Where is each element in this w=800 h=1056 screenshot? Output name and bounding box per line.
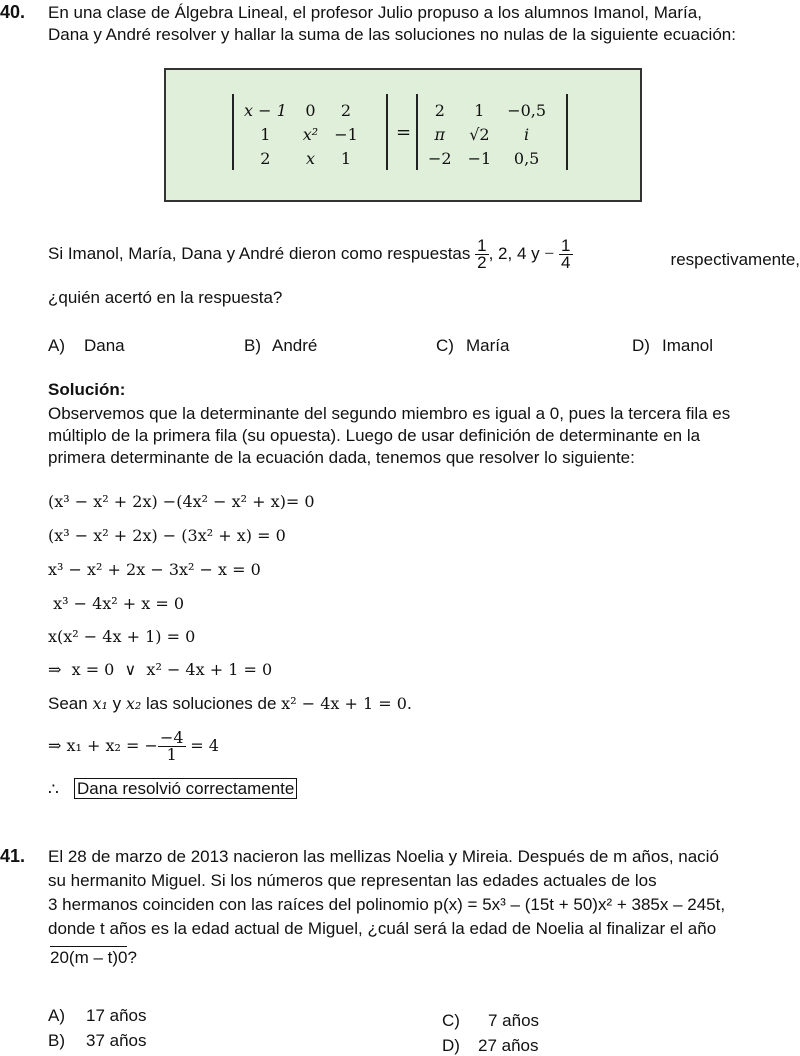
matrix-cell: −2 — [428, 148, 452, 168]
option-text[interactable]: André — [272, 336, 318, 355]
determinant-bar — [232, 94, 234, 170]
matrix-cell: 0,5 — [513, 148, 540, 168]
fraction-numerator: 1 — [561, 236, 571, 255]
sean-text: y — [112, 694, 122, 713]
matrix-cell: 1 — [260, 124, 271, 144]
math-step: x³ − x² + 2x − 3x² − x = 0 — [48, 560, 261, 579]
math-step: (x³ − x² + 2x) − (3x² + x) = 0 — [48, 526, 286, 545]
equation-box — [164, 68, 642, 202]
option-letter[interactable]: A) — [48, 336, 65, 355]
determinant-bar — [386, 94, 388, 170]
answers-line — [48, 238, 800, 271]
determinant-right — [420, 98, 554, 170]
math-symbol: x₂ — [125, 694, 142, 713]
question-statement-line: donde t años es la edad actual de Miguel, ¿cuál será la edad de Noelia al finalizar el año — [48, 919, 717, 938]
matrix-cell: 2 — [434, 100, 445, 120]
fraction-numerator: 1 — [477, 236, 487, 255]
fraction — [475, 238, 488, 271]
solution-text-line: múltiplo de la primera fila (su opuesta). Luego de usar definición de determinante en la — [48, 426, 701, 445]
matrix-cell: √2 — [469, 124, 490, 144]
matrix-cell: 2 — [260, 148, 271, 168]
math-expression: = 4 — [190, 735, 219, 755]
math-step: (x³ − x² + 2x) −(4x² − x² + x)= 0 — [48, 492, 315, 511]
option-text[interactable]: 17 años — [86, 1006, 147, 1025]
sean-line — [48, 694, 412, 714]
fraction-denominator: 2 — [477, 253, 487, 272]
fraction-denominator: 1 — [166, 745, 177, 764]
option-letter[interactable]: A) — [48, 1006, 65, 1025]
therefore-symbol: ∴ — [48, 780, 59, 799]
solution-text-line: Observemos que la determinante del segundo miembro es igual a 0, pues la tercera fila es — [48, 404, 731, 423]
option-text[interactable]: María — [466, 336, 510, 355]
matrix-cell: x − 1 — [244, 100, 287, 120]
option-text[interactable]: 37 años — [86, 1031, 147, 1050]
math-expression: ⇒ x₁ + x₂ = − — [48, 735, 158, 755]
sean-text: las soluciones de — [146, 694, 277, 713]
option-letter[interactable]: B) — [48, 1031, 65, 1050]
matrix-cell: −1 — [467, 148, 492, 168]
matrix-cell: x — [305, 148, 316, 168]
question-statement-line: Dana y André resolver y hallar la suma de las soluciones no nulas de la siguiente ecuación: — [48, 25, 736, 44]
question-statement-line: su hermanito Miguel. Si los números que representan las edades actuales de los — [48, 871, 657, 890]
minus-sign: − — [544, 243, 555, 263]
question-mark: ? — [127, 948, 137, 967]
sean-text: Sean — [48, 694, 88, 713]
sum-line — [48, 730, 219, 763]
option-text[interactable]: Dana — [84, 336, 125, 355]
question-statement-line: En una clase de Álgebra Lineal, el profesor Julio propuso a los alumnos Imanol, María, — [48, 3, 702, 22]
answers-text: Si Imanol, María, Dana y André dieron como respuestas — [48, 243, 471, 263]
option-letter[interactable]: B) — [244, 336, 261, 355]
question-statement-line: El 28 de marzo de 2013 nacieron las mellizas Noelia y Mireia. Después de m años, nació — [48, 847, 719, 866]
option-text[interactable]: 27 años — [478, 1036, 539, 1055]
matrix-cell: 1 — [474, 100, 485, 120]
solution-title: Solución: — [48, 380, 126, 399]
option-text[interactable]: 7 años — [488, 1011, 540, 1030]
matrix-cell: −1 — [334, 124, 358, 144]
matrix-cell: i — [524, 124, 530, 144]
option-letter[interactable]: C) — [436, 336, 454, 355]
math-equation: x² − 4x + 1 = 0. — [281, 694, 412, 713]
matrix-cell: 2 — [340, 100, 352, 120]
option-letter[interactable]: C) — [442, 1011, 460, 1030]
matrix-cell: 1 — [340, 148, 352, 168]
question-statement-line: 3 hermanos coinciden con las raíces del polinomio p(x) = 5x³ – (15t + 50)x² + 385x – 245t, — [48, 895, 726, 914]
matrix-cell: π — [434, 124, 446, 144]
solution-text-line: primera determinante de la ecuación dada, tenemos que resolver lo siguiente: — [48, 448, 635, 467]
math-step: x(x² − 4x + 1) = 0 — [48, 627, 196, 646]
equals-sign: = — [396, 122, 412, 143]
math-step: ⇒ x = 0 ∨ x² − 4x + 1 = 0 — [48, 660, 273, 679]
fraction — [158, 730, 186, 763]
determinant-bar — [566, 94, 568, 170]
answers-text: respectivamente, — [670, 250, 800, 269]
conclusion-box — [74, 779, 297, 799]
conclusion-text: Dana resolvió correctamente — [74, 778, 297, 799]
determinant-left — [236, 98, 366, 170]
option-letter[interactable]: D) — [632, 336, 650, 355]
answers-text: , 2, 4 y — [488, 243, 540, 263]
matrix-cell: x² — [302, 124, 319, 144]
math-step: x³ − 4x² + x = 0 — [48, 594, 185, 613]
question-number: 41. — [0, 846, 26, 866]
question-prompt: ¿quién acertó en la respuesta? — [48, 288, 283, 307]
fraction-denominator: 4 — [561, 253, 571, 272]
determinant-bar — [416, 94, 418, 170]
option-letter[interactable]: D) — [442, 1036, 460, 1055]
fraction-numerator: −4 — [159, 728, 184, 747]
option-text[interactable]: Imanol — [662, 336, 714, 355]
matrix-cell: 0 — [305, 100, 316, 120]
math-symbol: x₁ — [92, 694, 108, 713]
question-number: 40. — [0, 2, 26, 22]
matrix-cell: −0,5 — [507, 100, 547, 120]
year-expression — [50, 948, 137, 968]
fraction — [559, 238, 572, 271]
year-expression-value: 20(m – t)0 — [50, 948, 128, 967]
